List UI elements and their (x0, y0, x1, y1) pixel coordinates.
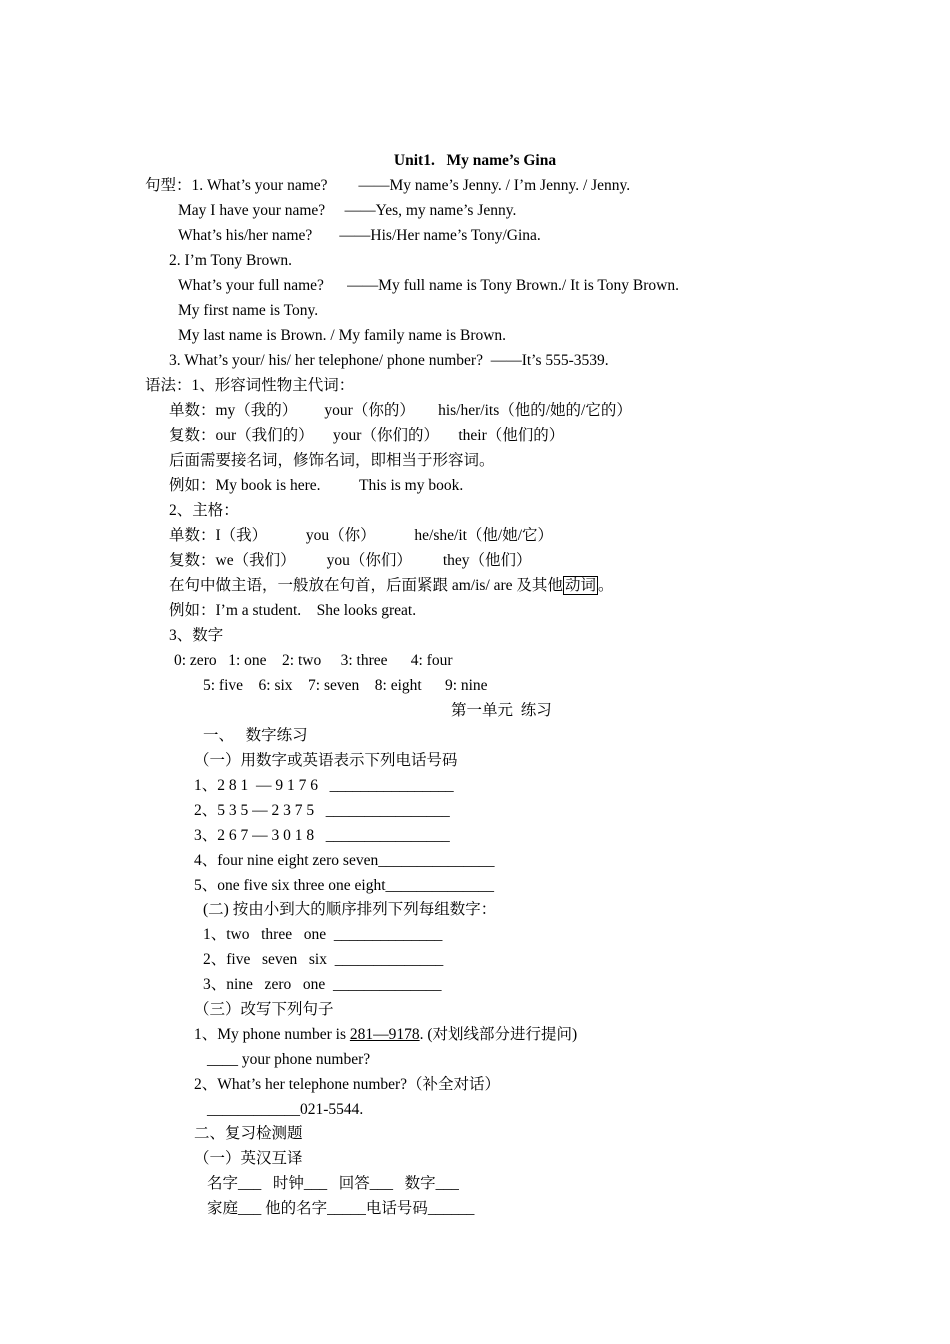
order-question-1: 1、two three one ______________ (203, 926, 443, 943)
grammar-subject-heading: 2、主格： (169, 502, 239, 519)
phone-question-3: 3、2 6 7 — 3 0 1 8 ________________ (194, 827, 450, 844)
grammar-note-2 (169, 576, 613, 596)
exercise-section-2: 二、复习检测题 (194, 1125, 303, 1142)
numbers-line-2: 5: five 6: six 7: seven 8: eight 9: nine (203, 677, 488, 694)
sentence-line-5: What’s your full name? ——My full name is Tony Brown./ It is Tony Brown. (178, 277, 679, 294)
sentence-line-3: What’s his/her name? ——His/Her name’s Tony/Gina. (178, 227, 541, 244)
translation-line-2: 家庭___ 他的名字_____电话号码______ (207, 1200, 475, 1217)
sentence-line-4: 2. I’m Tony Brown. (169, 252, 293, 269)
order-question-2: 2、five seven six ______________ (203, 951, 444, 968)
phone-question-2: 2、5 3 5 — 2 3 7 5 ________________ (194, 802, 450, 819)
rewrite-answer-1: ____ your phone number? (207, 1051, 371, 1068)
grammar-note-2-end: 。 (597, 577, 614, 594)
phone-question-1: 1、2 8 1 — 9 1 7 6 ________________ (194, 777, 454, 794)
sentence-line-7: My last name is Brown. / My family name is Brown. (178, 327, 507, 344)
boxed-word: 动词 (564, 577, 596, 594)
grammar-example-1: 例如：My book is here. This is my book. (169, 477, 464, 494)
exercise-title: 第一单元 练习 (451, 702, 552, 719)
sentence-line-1: 句型：1. What’s your name? ——My name’s Jenny. / I’m Jenny. / Jenny. (145, 177, 631, 194)
grammar-note-1: 后面需要接名词，修饰名词，即相当于形容词。 (169, 452, 495, 469)
translation-heading: （一）英汉互译 (194, 1150, 303, 1167)
rewrite-answer-2: ____________021-5544. (207, 1101, 364, 1118)
rewrite-question-1-note: . (对划线部分进行提问) (419, 1026, 578, 1043)
rewrite-question-1-text: 1、My phone number is (194, 1026, 350, 1043)
sentence-line-2: May I have your name? ——Yes, my name’s Jenny. (178, 202, 517, 219)
grammar-plural-possessive: 复数：our（我们的） your（你们的） their（他们的） (169, 427, 565, 444)
grammar-singular-possessive: 单数：my（我的） your（你的） his/her/its（他的/她的/它的） (169, 402, 632, 419)
grammar-example-2: 例如：I’m a student. She looks great. (169, 602, 417, 619)
exercise-part-3: （三）改写下列句子 (194, 1001, 334, 1018)
sentence-line-6: My first name is Tony. (178, 302, 319, 319)
translation-line-1: 名字___ 时钟___ 回答___ 数字___ (207, 1175, 459, 1192)
exercise-part-2: (二) 按由小到大的顺序排列下列每组数字： (203, 901, 497, 918)
phone-question-5: 5、one five six three one eight______________ (194, 877, 495, 894)
rewrite-question-1 (194, 1025, 577, 1045)
exercise-section-1: 一、 数字练习 (203, 727, 308, 744)
grammar-plural-subject: 复数：we（我们） you（你们） they（他们） (169, 552, 532, 569)
sentence-line-8: 3. What’s your/ his/ her telephone/ phone number? ——It’s 555-3539. (169, 352, 609, 369)
order-question-3: 3、nine zero one ______________ (203, 976, 442, 993)
grammar-singular-subject: 单数：I（我） you（你） he/she/it（他/她/它） (169, 527, 554, 544)
underlined-number: 281—9178 (349, 1026, 420, 1043)
grammar-numbers-heading: 3、数字 (169, 627, 224, 644)
exercise-part-1: （一）用数字或英语表示下列电话号码 (194, 752, 458, 769)
numbers-line-1: 0: zero 1: one 2: two 3: three 4: four (174, 652, 453, 669)
phone-question-4: 4、four nine eight zero seven_______________ (194, 852, 495, 869)
unit-title: Unit1. My name’s Gina (393, 152, 557, 169)
grammar-note-2-text: 在句中做主语，一般放在句首，后面紧跟 am/is/ are 及其他 (169, 577, 563, 594)
grammar-heading: 语法：1、形容词性物主代词： (145, 377, 355, 394)
rewrite-question-2: 2、What’s her telephone number?（补全对话） (194, 1076, 501, 1093)
